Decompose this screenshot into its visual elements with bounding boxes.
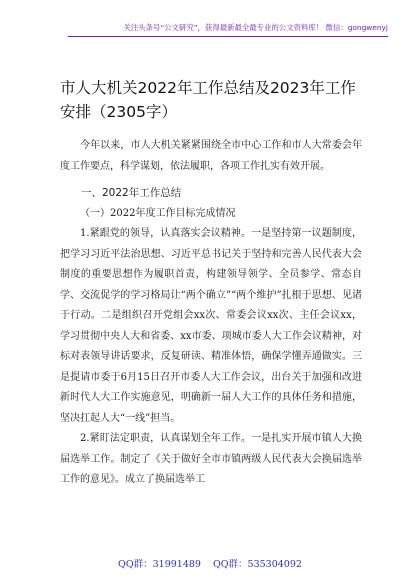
- subsection-heading: （一）2022年度工作目标完成情况: [80, 207, 236, 219]
- document-body: [60, 136, 362, 491]
- qq-group-1: QQ群：31991489: [118, 559, 201, 570]
- body-paragraph-1: 1.紧跟党的领导，认真落实会议精神。一是坚持第一议题制度，把学习习近平法治思想、习近平总书记关于坚持和完善人民代表大会制度的重要思想作为履职首责，构建领导领学、全员参学、常态自学、交流促学的学习格局让“两个确立”“两个维护”扎根于思想、见诸于行动。二是组织召开党组会xx次、常委会议xx次、主任会议xx，学习贯彻中央人大和省委、xx市委、项城市委人大工作会议精神，对标对表领导讲话要求，反复研读、精准体悟，确保学懂弄通做实。三是提请市委于6月15日召开市委人大工作会议，出台关于加强和改进新时代人大工作实施意见，明确新一届人大工作的具体任务和措施，坚决扛起人大“一线”担当。: [60, 228, 362, 424]
- intro-paragraph: 今年以来，市人大机关紧紧围绕全市中心工作和市人大常委会年度工作要点，科学谋划，依法履职，各项工作扎实有效开展。: [60, 140, 362, 172]
- document-title: 市人大机关2022年工作总结及2023年工作安排（2305字）: [60, 79, 356, 121]
- header-banner: 关注头条号“公文研究”，获得最新最全最专业的公文资料库！ 微信：gongwenyj: [68, 22, 388, 37]
- footer-contact: [60, 556, 360, 570]
- body-paragraph-2: 2.紧盯法定职责，认真谋划全年工作。一是扎实开展市镇人大换届选举工作。制定了《关于做好全市市镇两级人民代表大会换届选举工作的意见》。成立了换届选举工: [60, 433, 362, 485]
- qq-group-2: QQ群：535304092: [212, 559, 302, 570]
- section-heading: 一、2022年工作总结: [81, 187, 182, 199]
